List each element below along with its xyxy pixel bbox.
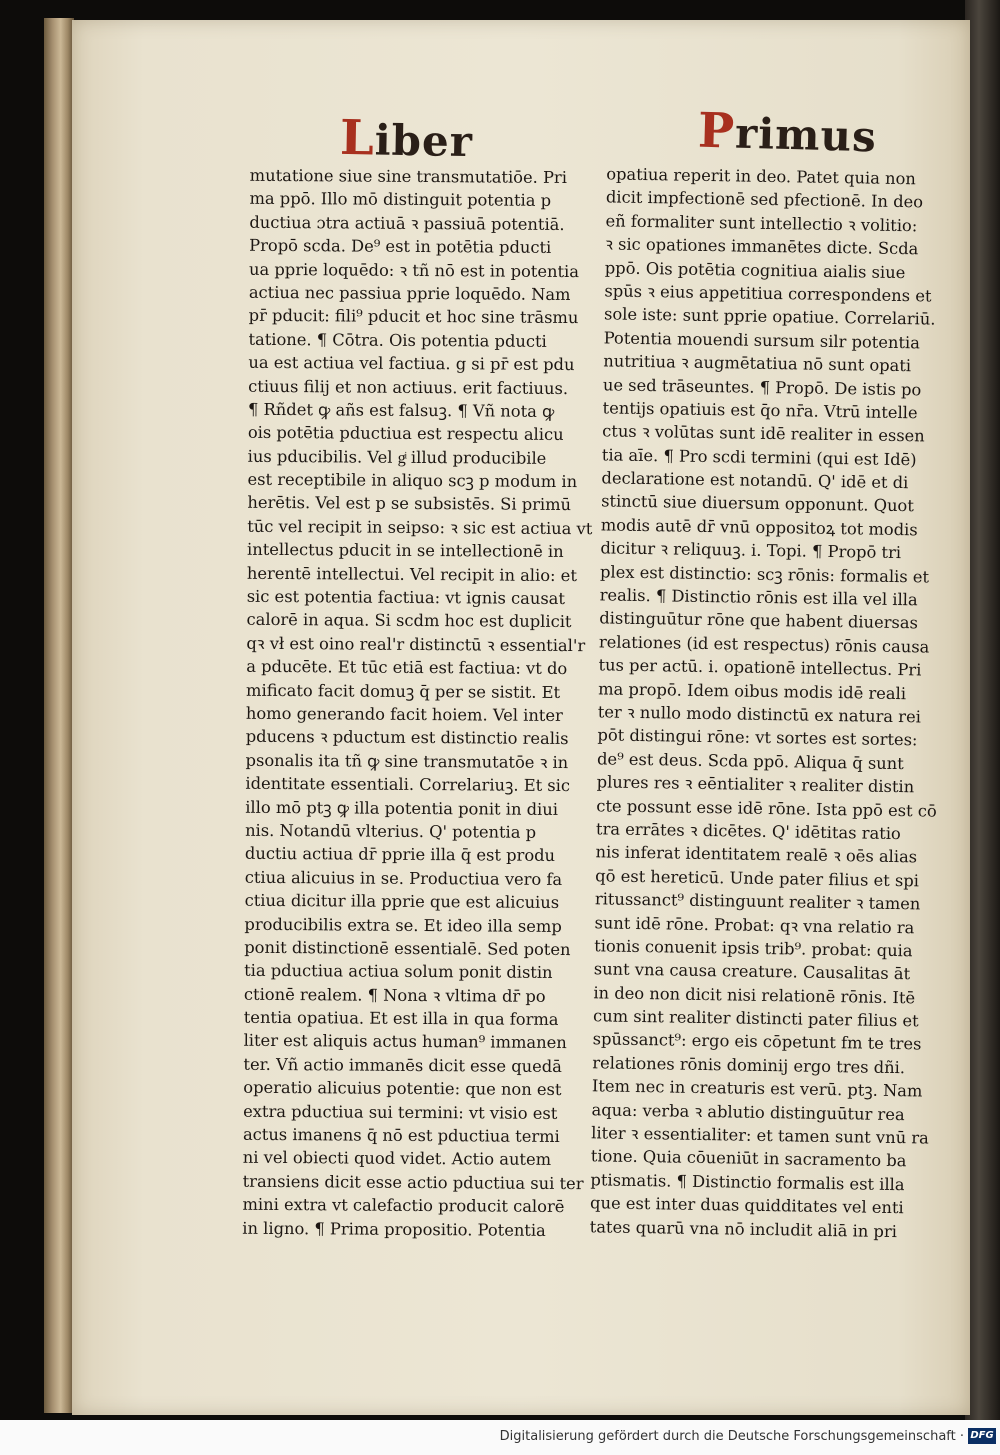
- text-line: plex est distinctio: scꝫ rōnis: formalis et: [599, 561, 930, 587]
- text-line: eñ formaliter sunt intellectio ꝛ volitio:: [605, 211, 918, 236]
- text-column-left: [242, 164, 600, 1242]
- text-line: stinctū siue diuersum opponunt. Quot: [600, 491, 915, 516]
- text-line: ctus ꝛ volūtas sunt idē realiter in essen: [602, 421, 925, 446]
- text-line: tia pductiua actiua solum ponit distin: [244, 961, 553, 983]
- text-line: extra pductiua sui termini: vt visio est: [243, 1101, 558, 1123]
- header-left-rest: iber: [374, 115, 474, 167]
- text-line: sunt idē rōne. Probat: qꝛ vna relatio ra: [594, 912, 915, 937]
- text-line: qꝛ vł est oino real'r distinctū ꝛ essential'r: [246, 633, 586, 655]
- text-line: relationes rōnis dominij ergo tres dñi.: [592, 1053, 906, 1078]
- text-line: aqua: verba ꝛ ablutio distinguūtur rea: [591, 1099, 905, 1124]
- text-line: ductiua ɔtra actiuā ꝛ passiuā potentiā.: [249, 212, 565, 234]
- text-line: ua est actiua vel factiua. g si pr̄ est pdu: [248, 352, 575, 375]
- text-line: spūs ꝛ eius appetitiua correspondens et: [604, 281, 932, 306]
- text-line: spūssanct⁹: ergo eis cōpetunt fm te tres: [592, 1029, 922, 1054]
- dfg-logo-icon: DFG: [968, 1428, 996, 1444]
- text-line: plures res ꝛ eēntialiter ꝛ realiter distin: [596, 772, 915, 797]
- text-line: ue sed trāseuntes. ¶ Propō. De istis po: [602, 374, 922, 399]
- text-line: tūc vel recipit in seipso: ꝛ sic est actiua vt: [247, 516, 593, 539]
- book-page-edges: [44, 18, 74, 1413]
- book-spine: [965, 0, 1000, 1420]
- text-line: tatione. ¶ Cōtra. Ois potentia pducti: [248, 329, 547, 351]
- footer-credit: Digitalisierung gefördert durch die Deutsche Forschungsgemeinschaft ·: [499, 1429, 964, 1444]
- text-line: producibilis extra se. Et ideo illa semp: [244, 914, 562, 936]
- text-line: mini extra vt calefactio producit calorē: [242, 1194, 565, 1217]
- text-line: herentē intellectui. Vel recipit in alio: et: [246, 563, 577, 585]
- text-line: nutritiua ꝛ augmētatiua nō sunt opati: [603, 351, 912, 376]
- text-line: calorē in aqua. Si scdm hoc est duplicit: [246, 610, 572, 632]
- text-line: ter ꝛ nullo modo distinctū ex natura rei: [597, 702, 922, 727]
- text-line: liter est aliquis actus human⁹ immanen: [243, 1031, 567, 1053]
- text-line: ua pprie loquēdo: ꝛ tñ nō est in potentia: [248, 259, 580, 281]
- text-line: actiua nec passiua pprie loquēdo. Nam: [248, 282, 571, 304]
- text-line: tentia opatiua. Et est illa in qua forma: [243, 1007, 559, 1030]
- text-line: declaratione est notandū. Q' idē et di: [601, 468, 909, 493]
- text-line: in ligno. ¶ Prima propositio. Potentia: [242, 1218, 546, 1240]
- text-line: pōt distingui rōne: vt sortes est sortes:: [597, 725, 918, 750]
- text-line: actus imanens q̄ nō est pductiua termi: [242, 1124, 560, 1146]
- text-line: sole iste: sunt pprie opatiue. Correlariū.: [603, 304, 936, 329]
- text-line: ter. Vñ actio immanēs dicit esse quedā: [243, 1054, 562, 1076]
- text-line: Item nec in creaturis est verū. ptꝫ. Nam: [591, 1076, 923, 1101]
- text-line: ptismatis. ¶ Distinctio formalis est illa: [590, 1170, 905, 1195]
- text-line: ma ppō. Illo mō distinguit potentia p: [249, 189, 552, 211]
- text-line: ctiua alicuius in se. Productiua vero fa: [244, 867, 563, 889]
- text-line: tentijs opatiuis est q̄o nr̄a. Vtrū intelle: [602, 398, 918, 423]
- text-line: ois potētia pductiua est respectu alicu: [247, 423, 564, 445]
- running-header: [0, 102, 1000, 167]
- text-line: tione. Quia cōueniūt in sacramento ba: [590, 1146, 907, 1171]
- digitization-footer: [0, 1420, 1000, 1455]
- text-line: sic est potentia factiua: vt ignis causat: [246, 586, 566, 609]
- text-line: mutatione siue sine transmutatiōe. Pri: [249, 165, 568, 188]
- text-line: liter ꝛ essentialiter: et tamen sunt vnū ra: [591, 1123, 929, 1148]
- text-line: in deo non dicit nisi relationē rōnis. Itē: [593, 982, 916, 1008]
- text-line: dicit impfectionē sed pfectionē. In deo: [605, 187, 924, 212]
- text-line: de⁹ est deus. Scda ppō. Aliqua q̄ sunt: [596, 749, 904, 773]
- text-line: ctionē realem. ¶ Nona ꝛ vltima dr̄ po: [243, 984, 546, 1006]
- header-left-initial: L: [339, 109, 376, 167]
- text-line: ꝛ sic opationes immanētes dicte. Scda: [605, 234, 919, 259]
- text-line: ctiuus filij et non actiuus. erit factiuus.: [248, 376, 569, 398]
- text-line: relationes (id est respectus) rōnis causa: [598, 632, 930, 657]
- text-line: herētis. Vel est p se subsistēs. Si primū: [247, 493, 572, 515]
- header-right-initial: P: [697, 102, 736, 160]
- text-line: ius pducibilis. Vel gͥ illud producibile: [247, 446, 547, 468]
- text-line: realis. ¶ Distinctio rōnis est illa vel illa: [599, 585, 918, 610]
- header-left-title: [340, 110, 474, 168]
- text-line: ductiu actiua dr̄ pprie illa q̄ est produ: [244, 844, 556, 866]
- text-line: qō est hereticū. Unde pater filius et spi: [595, 866, 920, 891]
- text-line: est receptibile in aliquo scꝫ p modum in: [247, 469, 578, 492]
- text-line: pducens ꝛ pductum est distinctio realis: [245, 727, 569, 749]
- text-line: ni vel obiecti quod videt. Actio autem: [242, 1148, 552, 1170]
- header-right-rest: rimus: [734, 108, 878, 162]
- text-line: transiens dicit esse actio pductiua sui ter: [242, 1171, 584, 1193]
- text-line: ppō. Ois potētia cognitiua aialis siue: [604, 257, 906, 282]
- text-line: pr̄ pducit: fili⁹ pducit et hoc sine trāsmu: [248, 306, 579, 328]
- text-line: distinguūtur rōne que habent diuersas: [599, 608, 919, 633]
- text-line: ma propō. Idem oibus modis idē reali: [598, 678, 907, 703]
- header-right-title: [697, 103, 877, 164]
- text-line: tia aīe. ¶ Pro scdi termini (qui est Idē): [601, 445, 917, 469]
- text-line: sunt vna causa creature. Causalitas āt: [593, 959, 911, 984]
- text-line: que est inter duas quidditates vel enti: [589, 1193, 904, 1218]
- text-line: mificato facit domuꝫ q̄ per se sistit. Et: [246, 680, 561, 702]
- text-line: cum sint realiter distincti pater filius et: [592, 1006, 919, 1031]
- text-line: tates quarū vna nō includit aliā in pri: [589, 1216, 898, 1241]
- text-line: tus per actū. i. opationē intellectus. Pri: [598, 655, 922, 680]
- text-line: cte possunt esse idē rōne. Ista ppō est cō: [596, 795, 937, 821]
- text-line: opatiua reperit in deo. Patet quia non: [606, 164, 917, 189]
- text-line: intellectus pducit in se intellectionē in: [247, 540, 564, 562]
- text-line: ctiua dicitur illa pprie que est alicuius: [244, 890, 560, 913]
- text-line: Potentia mouendi sursum silr potentia: [603, 328, 921, 353]
- text-line: modis autē dr̄ vnū oppositoꝝ tot modis: [600, 515, 918, 540]
- text-line: nis inferat identitatem realē ꝛ oēs alias: [595, 842, 918, 867]
- text-line: illo mō ptꝫ ꝙ illa potentia ponit in diui: [245, 797, 559, 819]
- text-line: ritussanct⁹ distinguunt realiter ꝛ tamen: [594, 889, 921, 914]
- text-line: tra errātes ꝛ dicētes. Q' idētitas ratio: [595, 819, 901, 844]
- text-line: tionis conuenit ipsis trib⁹. probat: quia: [594, 936, 913, 961]
- text-line: operatio alicuius potentie: que non est: [243, 1078, 562, 1100]
- text-column-right: [590, 162, 947, 1243]
- text-line: identitate essentiali. Correlariuꝫ. Et sic: [245, 773, 571, 796]
- text-line: psonalis ita tñ ꝙ sine transmutatōe ꝛ in: [245, 750, 569, 772]
- text-line: ponit distinctionē essentialē. Sed poten: [244, 937, 571, 959]
- text-line: homo generando facit hoiem. Vel inter: [245, 703, 563, 725]
- text-line: a pducēte. Et tūc etiā est factiua: vt do: [246, 656, 568, 679]
- text-line: ¶ Rñdet ꝙ añs est falsuꝫ. ¶ Vñ nota ꝙ: [247, 399, 555, 421]
- text-line: nis. Notandū vlterius. Q' potentia p: [245, 820, 537, 842]
- text-line: dicitur ꝛ reliquuꝫ. i. Topi. ¶ Propō tri: [600, 538, 902, 563]
- text-line: Propō scda. De⁹ est in potētia pducti: [249, 235, 552, 258]
